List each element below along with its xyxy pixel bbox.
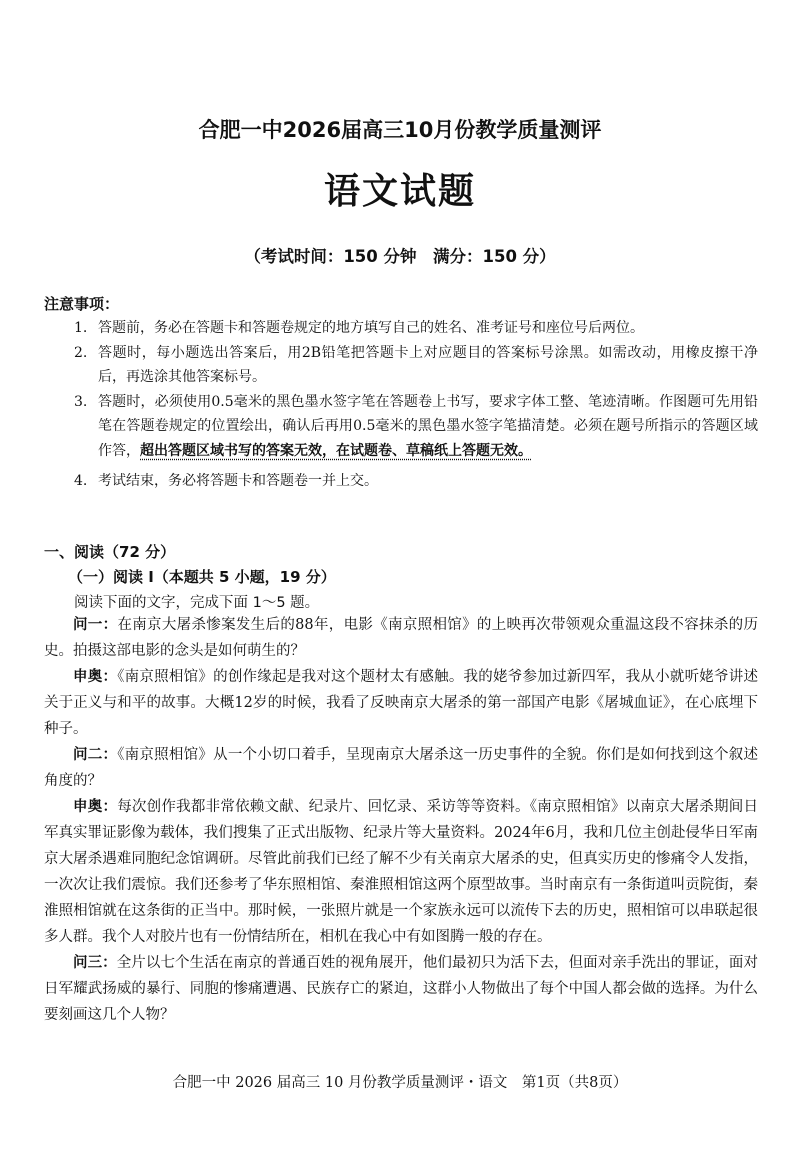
note-emphasis: 超出答题区域书写的答案无效，在试题卷、草稿纸上答题无效。: [140, 442, 532, 459]
page-footer: 合肥一中 2026 届高三 10 月份教学质量测评・语文 第1页（共8页）: [172, 1075, 628, 1091]
note-item-4: [44, 469, 758, 494]
speaker-label: 申奥：: [73, 799, 118, 815]
speaker-label: 问一：: [73, 617, 118, 633]
article-paragraph: [44, 950, 758, 1028]
subsection-heading: （一）阅读 I（本题共 5 小题，19 分）: [68, 568, 336, 586]
article-paragraph: [44, 742, 758, 794]
note-text: 答题时，必须使用0.5毫米的黑色墨水签字笔在答题卷上书写，要求字体工整、笔迹清晰。作图题可先用铅笔在答题卷规定的位置绘出，确认后再用0.5毫米的黑色墨水签字笔描清楚。必须在题号所指示的答题区域作答，: [98, 393, 758, 459]
interview-article: [44, 612, 758, 1028]
subject-title: 语文试题: [323, 170, 476, 212]
note-text: 考试结束，务必将答题卡和答题卷一并上交。: [98, 473, 378, 489]
note-text-block: [98, 390, 758, 464]
article-paragraph: [44, 664, 758, 742]
note-text: 答题前，务必在答题卡和答题卷规定的地方填写自己的姓名、准考证号和座位号后两位。: [98, 320, 644, 336]
note-number: 3.: [74, 393, 88, 410]
reading-instruction: 阅读下面的文字，完成下面 1～5 题。: [74, 595, 320, 611]
notes-heading: 注意事项：: [44, 295, 120, 313]
paragraph-text: 全片以七个生活在南京的普通百姓的视角展开，他们最初只为活下去，但面对亲手洗出的罪证，面对日军耀武扬威的暴行、同胞的惨痛遭遇、民族存亡的紧迫，这群小人物做出了每个中国人都会做的选择。为什么要刻画这几个人物？: [44, 955, 759, 1023]
speaker-label: 问三：: [73, 955, 117, 971]
article-paragraph: [44, 794, 758, 950]
note-number: 1.: [74, 320, 88, 336]
exam-header-title: 合肥一中2026届高三10月份教学质量测评: [198, 118, 602, 142]
note-item-1: [44, 316, 758, 341]
exam-info: （考试时间：150 分钟 满分：150 分）: [244, 247, 556, 266]
note-number: 4.: [74, 473, 88, 489]
note-text: 答题时，每小题选出答案后，用2B铅笔把答题卡上对应题目的答案标号涂黑。如需改动，用橡皮擦干净后，再选涂其他答案标号。: [98, 344, 758, 385]
article-paragraph: [44, 612, 758, 664]
paragraph-text: 《南京照相馆》从一个小切口着手，呈现南京大屠杀这一历史事件的全貌。你们是如何找到这个叙述角度的？: [44, 747, 758, 789]
paragraph-text: 在南京大屠杀惨案发生后的88年，电影《南京照相馆》的上映再次带领观众重温这段不容抹杀的历史。拍摄这部电影的念头是如何萌生的？: [44, 617, 758, 659]
paragraph-text: 《南京照相馆》的创作缘起是我对这个题材太有感触。我的姥爷参加过新四军，我从小就听姥爷讲述关于正义与和平的故事。大概12岁的时候，我看了反映南京大屠杀的第一部国产电影《屠城血证》，在心底埋下种子。: [44, 669, 758, 737]
speaker-label: 问二：: [73, 747, 118, 763]
speaker-label: 申奥：: [73, 669, 118, 685]
note-item-2: [44, 341, 758, 390]
section-heading: 一、阅读（72 分）: [44, 543, 176, 561]
note-number: 2.: [74, 344, 88, 361]
paragraph-text: 每次创作我都非常依赖文献、纪录片、回忆录、采访等等资料。《南京照相馆》以南京大屠杀期间日军真实罪证影像为载体，我们搜集了正式出版物、纪录片等大量资料。2024年6月，我和几位主创赴侵华日军南京大屠杀遇难同胞纪念馆调研。尽管此前我们已经了解不少有关南京大屠杀的史，但真实历史的惨痛令人发指，一次次让我们震惊。我们还参考了华东照相馆、秦淮照相馆这两个原型故事。当时南京有一条街道叫贡院街，秦淮照相馆就在这条街的正当中。那时候，一张照片就是一个家族永远可以流传下去的历史，照相馆可以串联起很多人群。我个人对胶片也有一份情结所在，相机在我心中有如图腾一般的存在。: [44, 799, 758, 945]
note-item-3: [44, 390, 758, 464]
notes-list: [44, 316, 758, 494]
